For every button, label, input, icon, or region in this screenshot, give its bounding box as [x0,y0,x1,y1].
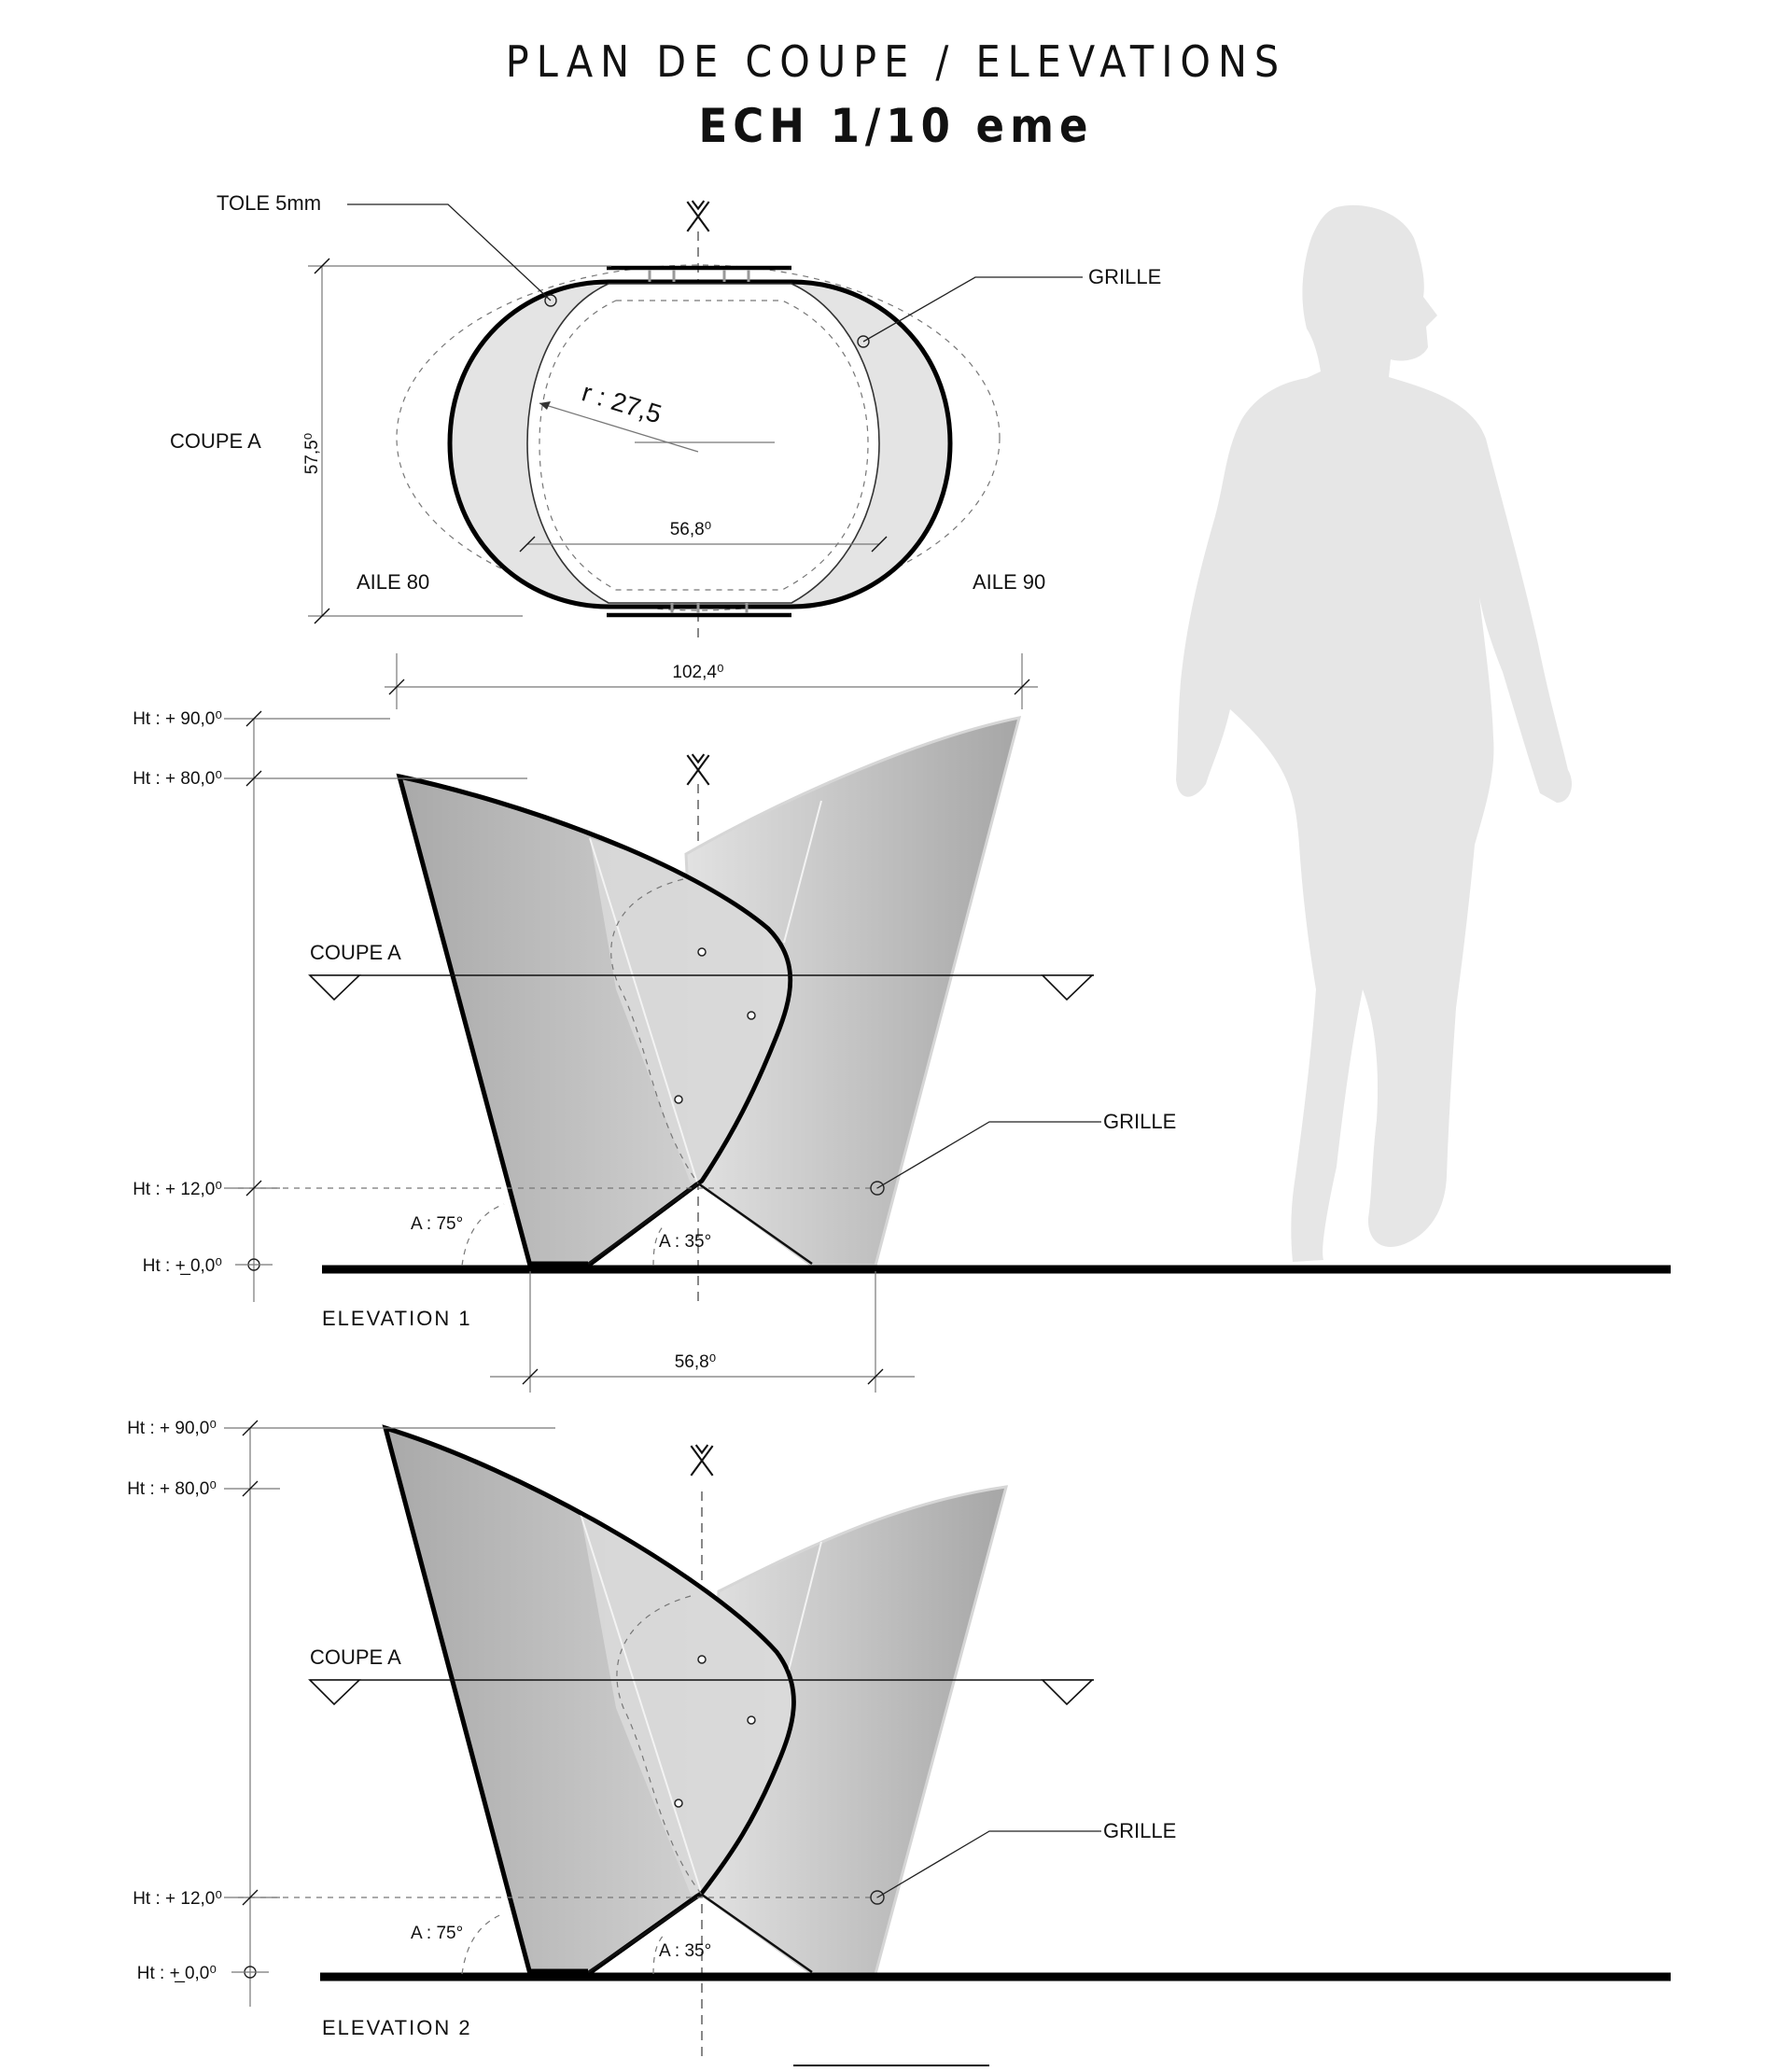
elev2-fixing-3 [675,1799,682,1807]
axis-marker-icon [691,1445,712,1476]
elev1-level-12: Ht : + 12,0⁰ [133,1180,222,1199]
elev2-fixing-2 [748,1716,755,1724]
elev1-level-80: Ht : + 80,0⁰ [133,769,222,789]
elev2-fixing-1 [698,1656,706,1663]
section-triangle-icon [310,975,359,1000]
section-triangle-icon [1043,1680,1092,1704]
section-triangle-icon [310,1680,359,1704]
elev1-coupe-label: COUPE A [310,941,401,964]
plan-aile-left: AILE 80 [357,570,430,594]
elev2-angle-outer: A : 75° [411,1924,464,1943]
plan-coupe-label: COUPE A [170,429,261,453]
plan-inner-void [527,284,879,603]
elev2-coupe-label: COUPE A [310,1645,401,1669]
elev1-fixing-1 [698,948,706,956]
plan-section [170,191,1161,709]
section-triangle-icon [1043,975,1092,1000]
elev1-fixing-2 [748,1012,755,1019]
plan-aile-right: AILE 90 [973,570,1046,594]
elev2-title: ELEVATION 2 [322,2016,472,2039]
elev1-base-width: 56,8⁰ [674,1352,717,1372]
elev1-angle-arc-outer [462,1204,504,1266]
plan-radius-label: r : 27,5 [578,377,665,429]
axis-marker-icon [687,754,708,785]
elev1-fixing-3 [675,1096,682,1103]
elev2-grille-label: GRILLE [1103,1819,1177,1842]
plan-tole-leader [347,204,551,301]
elevation-2 [127,1419,1671,2065]
plan-grille-label: GRILLE [1088,265,1162,288]
elev2-level-90: Ht : + 90,0⁰ [127,1419,217,1438]
elev2-level-80: Ht : + 80,0⁰ [127,1479,217,1499]
plan-tole-label: TOLE 5mm [217,191,322,215]
axis-marker-icon [687,201,708,231]
elev1-grille-label: GRILLE [1103,1110,1177,1133]
elev1-angle-outer: A : 75° [411,1214,464,1234]
elev2-level-0: Ht : +̲ 0,0⁰ [136,1964,217,1983]
sheet-title: PLAN DE COUPE / ELEVATIONS [505,36,1287,87]
human-silhouette-icon [1176,205,1572,1262]
elev2-angle-arc-outer [462,1913,504,1974]
plan-inner-width: 56,8⁰ [669,520,712,539]
elev2-angle-inner: A : 35° [659,1941,712,1961]
plan-overall-width: 102,4⁰ [672,663,724,682]
scale-label: ECH 1/10 eme [698,99,1094,153]
elev1-level-0: Ht : +̲ 0,0⁰ [142,1256,222,1276]
elev1-level-90: Ht : + 90,0⁰ [133,709,222,729]
elev1-angle-inner: A : 35° [659,1232,712,1252]
elev1-title: ELEVATION 1 [322,1307,472,1330]
elev2-level-12: Ht : + 12,0⁰ [133,1889,222,1909]
plan-height-dim: 57,5⁰ [302,432,322,475]
